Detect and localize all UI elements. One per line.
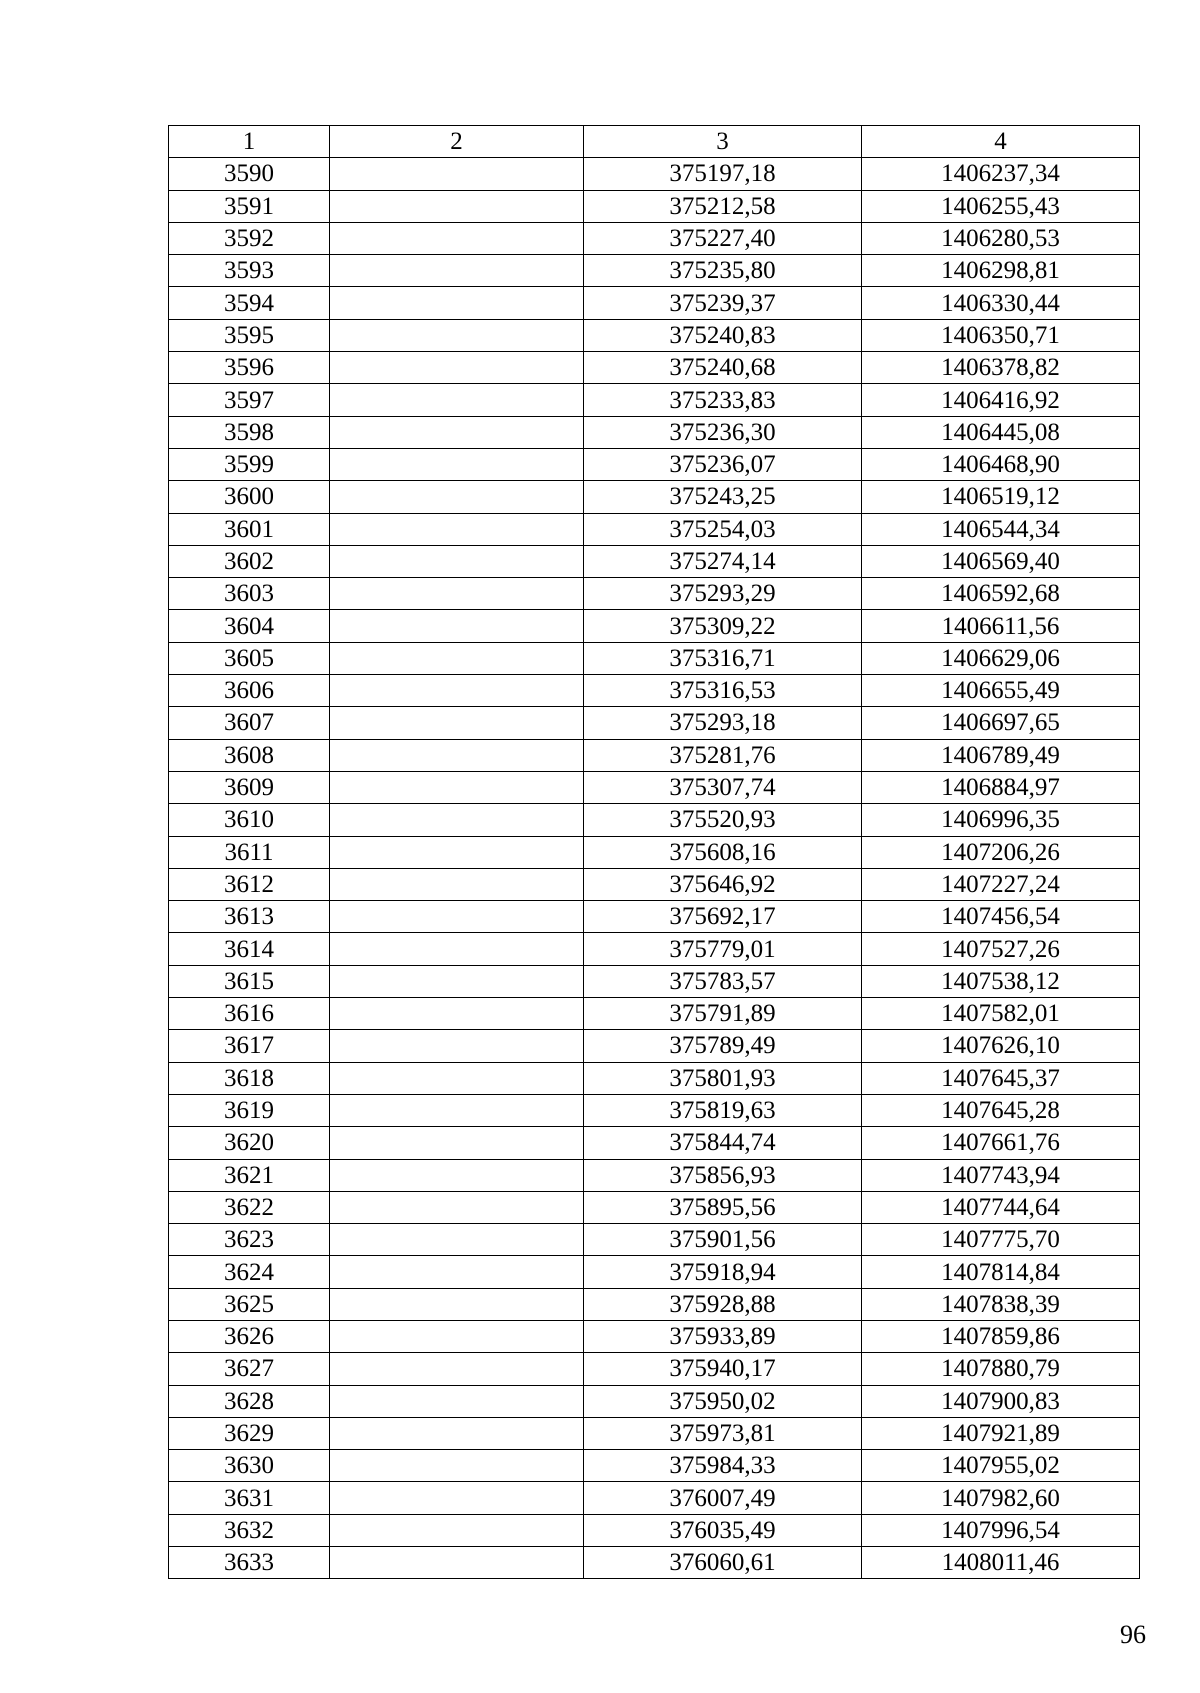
table-row [169,1482,1140,1514]
point-number-cell: 3607 [169,707,330,739]
y-coordinate-cell: 1406237,34 [862,158,1140,190]
note-cell [330,1288,584,1320]
table-row [169,222,1140,254]
y-coordinate-cell: 1407838,39 [862,1288,1140,1320]
note-cell [330,868,584,900]
y-coordinate-cell: 1406255,43 [862,190,1140,222]
note-cell [330,707,584,739]
point-number-cell: 3610 [169,804,330,836]
column-header-2: 2 [330,126,584,158]
note-cell [330,481,584,513]
note-cell [330,513,584,545]
point-number-cell: 3630 [169,1450,330,1482]
y-coordinate-cell: 1407661,76 [862,1127,1140,1159]
x-coordinate-cell: 375973,81 [584,1417,862,1449]
column-header-3: 3 [584,126,862,158]
point-number-cell: 3596 [169,352,330,384]
note-cell [330,1127,584,1159]
point-number-cell: 3594 [169,287,330,319]
note-cell [330,384,584,416]
note-cell [330,933,584,965]
x-coordinate-cell: 375895,56 [584,1191,862,1223]
note-cell [330,1256,584,1288]
y-coordinate-cell: 1407582,01 [862,998,1140,1030]
y-coordinate-cell: 1406350,71 [862,319,1140,351]
point-number-cell: 3617 [169,1030,330,1062]
note-cell [330,578,584,610]
column-header-4: 4 [862,126,1140,158]
y-coordinate-cell: 1408011,46 [862,1547,1140,1579]
table-row [169,319,1140,351]
point-number-cell: 3624 [169,1256,330,1288]
point-number-cell: 3625 [169,1288,330,1320]
y-coordinate-cell: 1407814,84 [862,1256,1140,1288]
point-number-cell: 3623 [169,1224,330,1256]
table-row [169,901,1140,933]
point-number-cell: 3618 [169,1062,330,1094]
x-coordinate-cell: 375844,74 [584,1127,862,1159]
table-row [169,998,1140,1030]
table-row [169,1256,1140,1288]
table-row [169,352,1140,384]
y-coordinate-cell: 1407538,12 [862,965,1140,997]
table-row [169,836,1140,868]
note-cell [330,1547,584,1579]
x-coordinate-cell: 375274,14 [584,545,862,577]
table-row [169,771,1140,803]
note-cell [330,901,584,933]
table-row [169,255,1140,287]
x-coordinate-cell: 375281,76 [584,739,862,771]
note-cell [330,1353,584,1385]
note-cell [330,190,584,222]
x-coordinate-cell: 375819,63 [584,1094,862,1126]
x-coordinate-cell: 375236,30 [584,416,862,448]
x-coordinate-cell: 375933,89 [584,1320,862,1352]
table-row [169,642,1140,674]
point-number-cell: 3611 [169,836,330,868]
x-coordinate-cell: 375928,88 [584,1288,862,1320]
y-coordinate-cell: 1407227,24 [862,868,1140,900]
y-coordinate-cell: 1407206,26 [862,836,1140,868]
table-row [169,481,1140,513]
x-coordinate-cell: 375940,17 [584,1353,862,1385]
y-coordinate-cell: 1407921,89 [862,1417,1140,1449]
point-number-cell: 3632 [169,1514,330,1546]
table-row [169,675,1140,707]
point-number-cell: 3600 [169,481,330,513]
y-coordinate-cell: 1407744,64 [862,1191,1140,1223]
note-cell [330,222,584,254]
point-number-cell: 3613 [169,901,330,933]
point-number-cell: 3614 [169,933,330,965]
table-row [169,933,1140,965]
table-row [169,448,1140,480]
point-number-cell: 3621 [169,1159,330,1191]
y-coordinate-cell: 1406378,82 [862,352,1140,384]
point-number-cell: 3612 [169,868,330,900]
note-cell [330,1159,584,1191]
y-coordinate-cell: 1406544,34 [862,513,1140,545]
x-coordinate-cell: 375692,17 [584,901,862,933]
page-number: 96 [1120,1620,1146,1649]
point-number-cell: 3603 [169,578,330,610]
point-number-cell: 3628 [169,1385,330,1417]
note-cell [330,545,584,577]
x-coordinate-cell: 375789,49 [584,1030,862,1062]
note-cell [330,675,584,707]
y-coordinate-cell: 1406884,97 [862,771,1140,803]
y-coordinate-cell: 1406655,49 [862,675,1140,707]
table-row [169,1353,1140,1385]
point-number-cell: 3605 [169,642,330,674]
point-number-cell: 3592 [169,222,330,254]
y-coordinate-cell: 1407880,79 [862,1353,1140,1385]
point-number-cell: 3601 [169,513,330,545]
table-row [169,1514,1140,1546]
y-coordinate-cell: 1407527,26 [862,933,1140,965]
table-row [169,610,1140,642]
note-cell [330,739,584,771]
table-row [169,1094,1140,1126]
x-coordinate-cell: 375950,02 [584,1385,862,1417]
point-number-cell: 3616 [169,998,330,1030]
y-coordinate-cell: 1406789,49 [862,739,1140,771]
point-number-cell: 3619 [169,1094,330,1126]
note-cell [330,448,584,480]
table-row [169,739,1140,771]
note-cell [330,158,584,190]
x-coordinate-cell: 375856,93 [584,1159,862,1191]
note-cell [330,1417,584,1449]
x-coordinate-cell: 375783,57 [584,965,862,997]
x-coordinate-cell: 375239,37 [584,287,862,319]
column-header-1: 1 [169,126,330,158]
y-coordinate-cell: 1407743,94 [862,1159,1140,1191]
y-coordinate-cell: 1406298,81 [862,255,1140,287]
x-coordinate-cell: 375293,18 [584,707,862,739]
point-number-cell: 3604 [169,610,330,642]
point-number-cell: 3598 [169,416,330,448]
table-row [169,1320,1140,1352]
table-row [169,158,1140,190]
note-cell [330,1482,584,1514]
table-row [169,578,1140,610]
table-row [169,1385,1140,1417]
point-number-cell: 3590 [169,158,330,190]
x-coordinate-cell: 376060,61 [584,1547,862,1579]
table-row [169,965,1140,997]
y-coordinate-cell: 1407955,02 [862,1450,1140,1482]
x-coordinate-cell: 375316,71 [584,642,862,674]
x-coordinate-cell: 375918,94 [584,1256,862,1288]
point-number-cell: 3620 [169,1127,330,1159]
point-number-cell: 3593 [169,255,330,287]
x-coordinate-cell: 375608,16 [584,836,862,868]
y-coordinate-cell: 1407645,37 [862,1062,1140,1094]
table-row [169,1224,1140,1256]
x-coordinate-cell: 375254,03 [584,513,862,545]
table-row [169,190,1140,222]
note-cell [330,319,584,351]
table-row [169,1191,1140,1223]
x-coordinate-cell: 375984,33 [584,1450,862,1482]
table-row [169,804,1140,836]
note-cell [330,1514,584,1546]
point-number-cell: 3609 [169,771,330,803]
point-number-cell: 3633 [169,1547,330,1579]
note-cell [330,1224,584,1256]
x-coordinate-cell: 375779,01 [584,933,862,965]
point-number-cell: 3626 [169,1320,330,1352]
x-coordinate-cell: 375235,80 [584,255,862,287]
note-cell [330,642,584,674]
x-coordinate-cell: 375240,83 [584,319,862,351]
y-coordinate-cell: 1406280,53 [862,222,1140,254]
y-coordinate-cell: 1407859,86 [862,1320,1140,1352]
note-cell [330,352,584,384]
x-coordinate-cell: 375791,89 [584,998,862,1030]
y-coordinate-cell: 1406592,68 [862,578,1140,610]
point-number-cell: 3591 [169,190,330,222]
point-number-cell: 3595 [169,319,330,351]
y-coordinate-cell: 1406996,35 [862,804,1140,836]
note-cell [330,1030,584,1062]
note-cell [330,610,584,642]
point-number-cell: 3622 [169,1191,330,1223]
y-coordinate-cell: 1406416,92 [862,384,1140,416]
note-cell [330,416,584,448]
x-coordinate-cell: 375316,53 [584,675,862,707]
y-coordinate-cell: 1407900,83 [862,1385,1140,1417]
x-coordinate-cell: 375646,92 [584,868,862,900]
point-number-cell: 3608 [169,739,330,771]
y-coordinate-cell: 1407645,28 [862,1094,1140,1126]
table-row [169,513,1140,545]
table-row [169,384,1140,416]
point-number-cell: 3602 [169,545,330,577]
note-cell [330,836,584,868]
x-coordinate-cell: 375243,25 [584,481,862,513]
y-coordinate-cell: 1406330,44 [862,287,1140,319]
x-coordinate-cell: 376007,49 [584,1482,862,1514]
table-row [169,1547,1140,1579]
table-row [169,416,1140,448]
x-coordinate-cell: 375307,74 [584,771,862,803]
table-row [169,287,1140,319]
point-number-cell: 3627 [169,1353,330,1385]
x-coordinate-cell: 375236,07 [584,448,862,480]
table-row [169,868,1140,900]
note-cell [330,1320,584,1352]
point-number-cell: 3631 [169,1482,330,1514]
point-number-cell: 3615 [169,965,330,997]
y-coordinate-cell: 1407626,10 [862,1030,1140,1062]
y-coordinate-cell: 1407982,60 [862,1482,1140,1514]
y-coordinate-cell: 1406468,90 [862,448,1140,480]
table-header-row [169,126,1140,158]
x-coordinate-cell: 375197,18 [584,158,862,190]
table-row [169,1127,1140,1159]
table-row [169,545,1140,577]
table-row [169,707,1140,739]
note-cell [330,998,584,1030]
point-number-cell: 3597 [169,384,330,416]
note-cell [330,287,584,319]
x-coordinate-cell: 376035,49 [584,1514,862,1546]
note-cell [330,1385,584,1417]
table-row [169,1159,1140,1191]
y-coordinate-cell: 1406611,56 [862,610,1140,642]
x-coordinate-cell: 375227,40 [584,222,862,254]
point-number-cell: 3629 [169,1417,330,1449]
y-coordinate-cell: 1406519,12 [862,481,1140,513]
note-cell [330,771,584,803]
x-coordinate-cell: 375293,29 [584,578,862,610]
note-cell [330,1094,584,1126]
note-cell [330,1062,584,1094]
x-coordinate-cell: 375233,83 [584,384,862,416]
table-row [169,1450,1140,1482]
y-coordinate-cell: 1406629,06 [862,642,1140,674]
x-coordinate-cell: 375212,58 [584,190,862,222]
table-row [169,1030,1140,1062]
x-coordinate-cell: 375520,93 [584,804,862,836]
y-coordinate-cell: 1407456,54 [862,901,1140,933]
point-number-cell: 3606 [169,675,330,707]
note-cell [330,804,584,836]
table-body [169,158,1140,1579]
coordinates-table [168,125,1140,1579]
y-coordinate-cell: 1407996,54 [862,1514,1140,1546]
note-cell [330,1450,584,1482]
note-cell [330,1191,584,1223]
y-coordinate-cell: 1406569,40 [862,545,1140,577]
note-cell [330,965,584,997]
table-row [169,1062,1140,1094]
table-row [169,1288,1140,1320]
x-coordinate-cell: 375801,93 [584,1062,862,1094]
y-coordinate-cell: 1406697,65 [862,707,1140,739]
y-coordinate-cell: 1406445,08 [862,416,1140,448]
x-coordinate-cell: 375901,56 [584,1224,862,1256]
point-number-cell: 3599 [169,448,330,480]
table-row [169,1417,1140,1449]
y-coordinate-cell: 1407775,70 [862,1224,1140,1256]
x-coordinate-cell: 375240,68 [584,352,862,384]
note-cell [330,255,584,287]
x-coordinate-cell: 375309,22 [584,610,862,642]
